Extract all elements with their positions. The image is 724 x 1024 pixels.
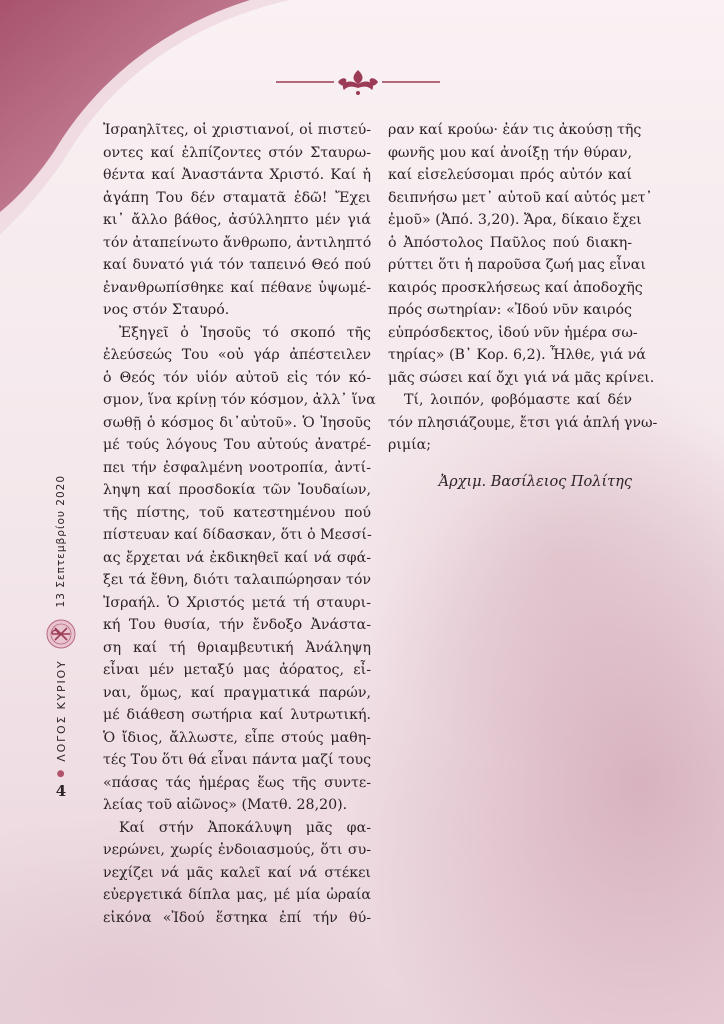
- bullet-dot: ●: [56, 769, 66, 778]
- text-line: ρύττει ὅτι ἡ παροῦσα ζωή μας εἶναι: [388, 257, 646, 273]
- text-line: ληψη καί προσδοκία τῶν Ἰουδαίων,: [103, 482, 371, 498]
- text-line: σμον, ἵνα κρίνῃ τόν κόσμον, ἀλλ᾽ ἵνα: [103, 392, 376, 408]
- text-line: εἶναι μέν μεταξύ μας ἀόρατος, εἶ-: [103, 662, 371, 678]
- paragraph-start-line: Καί στήν Ἀποκάλυψη μᾶς φα-: [119, 819, 371, 836]
- text-column-left: [103, 119, 376, 929]
- text-line: νεχίζει νά μᾶς καλεῖ καί νά στέκει: [103, 864, 371, 881]
- text-line: νερώνει, χωρίς ἐνδοιασμούς, ὅτι συ-: [103, 842, 371, 858]
- text-line: πει τήν ἐσφαλμένη νοοτροπία, ἀντί-: [103, 459, 371, 476]
- chi-rho-logo-icon: [46, 619, 76, 649]
- text-line: ας ἔρχεται νά ἐκδικηθεῖ καί νά σφά-: [103, 549, 371, 566]
- text-line: οντες καί ἐλπίζοντες στόν Σταυρω-: [103, 144, 371, 161]
- text-line: κι᾽ ἄλλο βάθος, ἀσύλληπτο μέν γιά: [103, 212, 371, 228]
- text-column-right: [388, 119, 658, 493]
- text-line: εὐεργετικά δίπλα μας, μέ μία ὡραία: [103, 887, 371, 903]
- text-line: πίστευαν καί δίδασκαν, ὅτι ὁ Μεσσί-: [103, 527, 372, 543]
- text-line: μέ διάθεση σωτήρια καί λυτρωτική.: [103, 707, 371, 723]
- magazine-title: ΛΟΓΟΣ ΚΥΡΙΟΥ: [54, 659, 68, 762]
- text-line: ναι, ὅμως, καί πραγματικά παρών,: [103, 684, 371, 701]
- text-line: κή Του θυσία, τήν ἔνδοξο Ἀνάστα-: [103, 617, 371, 633]
- text-line: ριμία;: [388, 437, 432, 453]
- text-line: δειπνήσω μετ᾽ αὐτοῦ καί αὐτός μετ᾽: [388, 189, 653, 206]
- text-line: ἀγάπη Του δέν σταματᾶ ἐδῶ! Ἔχει: [103, 189, 371, 206]
- text-line: εὐπρόσδεκτος, ἰδού νῦν ἡμέρα σω-: [388, 324, 638, 341]
- text-line: εἰκόνα «Ἰδού ἕστηκα ἐπί τήν θύ-: [103, 909, 371, 926]
- text-line: φωνῆς μου καί ἀνοίξῃ τήν θύραν,: [388, 144, 632, 161]
- text-line: Ὁ ἴδιος, ἄλλωστε, εἶπε στούς μαθη-: [103, 729, 371, 746]
- text-line: ὁ Θεός τόν υἱόν αὐτοῦ εἰς τόν κό-: [103, 369, 371, 386]
- text-line: μᾶς σώσει καί ὄχι γιά νά μᾶς κρίνει.: [388, 369, 655, 386]
- text-line: τῆς πίστης, τοῦ κατεστημένου πού: [103, 504, 371, 521]
- text-line: καί δυνατό γιά τόν ταπεινό Θεό πού: [103, 257, 371, 273]
- text-line: θέντα καί Ἀναστάντα Χριστό. Καί ἡ: [103, 167, 371, 183]
- text-line: καί εἰσελεύσομαι πρός αὐτόν καί: [388, 167, 632, 183]
- paragraph-start-line: Ἐξηγεῖ ὁ Ἰησοῦς τό σκοπό τῆς: [119, 324, 371, 341]
- text-line: ση καί τή θριαμβευτική Ἀνάληψη: [103, 639, 371, 656]
- text-line: ξει τά ἔθνη, διότι ταλαιπώρησαν τόν: [103, 572, 371, 588]
- text-line: καιρός προσκλήσεως καί ἀποδοχῆς: [388, 279, 643, 296]
- text-line: ἐλεύσεώς Του «οὐ γάρ ἀπέστειλεν: [103, 347, 371, 363]
- text-line: τόν ἀταπείνωτο ἄνθρωπο, ἀντιληπτό: [103, 234, 372, 251]
- text-line: «πάσας τάς ἡμέρας ἕως τῆς συντε-: [103, 774, 371, 791]
- text-line: νος στόν Σταυρό.: [103, 302, 230, 318]
- text-line: ἐμοῦ» (Ἀπό. 3,20). Ἄρα, δίκαιο ἔχει: [388, 212, 642, 228]
- paragraph-start-line: Τί, λοιπόν, φοβόμαστε καί δέν: [404, 392, 632, 408]
- author-signature: Ἀρχιμ. Βασίλειος Πολίτης: [438, 473, 632, 490]
- issue-date: 13 Σεπτεμβρίου 2020: [55, 474, 67, 608]
- text-line: τόν πλησιάζουμε, ἔτσι γιά ἁπλή γνω-: [388, 414, 658, 431]
- text-line: πρός σωτηρίαν: «Ἰδού νῦν καιρός: [388, 302, 632, 318]
- text-line: ἐνανθρωπίσθηκε καί πέθανε ὑψωμέ-: [103, 279, 371, 296]
- text-line: Ἰσραήλ. Ὁ Χριστός μετά τή σταυρι-: [103, 594, 371, 611]
- page-number: 4: [55, 781, 67, 800]
- text-line: ὁ Ἀπόστολος Παῦλος πού διακη-: [388, 234, 632, 251]
- top-ornament: [274, 66, 442, 98]
- text-line: λείας τοῦ αἰῶνος» (Ματθ. 28,20).: [103, 797, 348, 813]
- text-line: τηρίας» (Β᾽ Κορ. 6,2). Ἦλθε, γιά νά: [388, 347, 646, 363]
- text-line: ραν καί κρούω· ἐάν τις ἀκούσῃ τῆς: [388, 122, 642, 138]
- text-line: Ἰσραηλῖτες, οἱ χριστιανοί, οἱ πιστεύ-: [103, 122, 371, 138]
- text-line: μέ τούς λόγους Του αὐτούς ἀνατρέ-: [103, 437, 371, 453]
- text-line: σωθῇ ὁ κόσμος δι᾽αὐτοῦ». Ὁ Ἰησοῦς: [103, 414, 371, 431]
- text-line: τές Του ὅτι θά εἶναι πάντα μαζί τους: [103, 752, 372, 768]
